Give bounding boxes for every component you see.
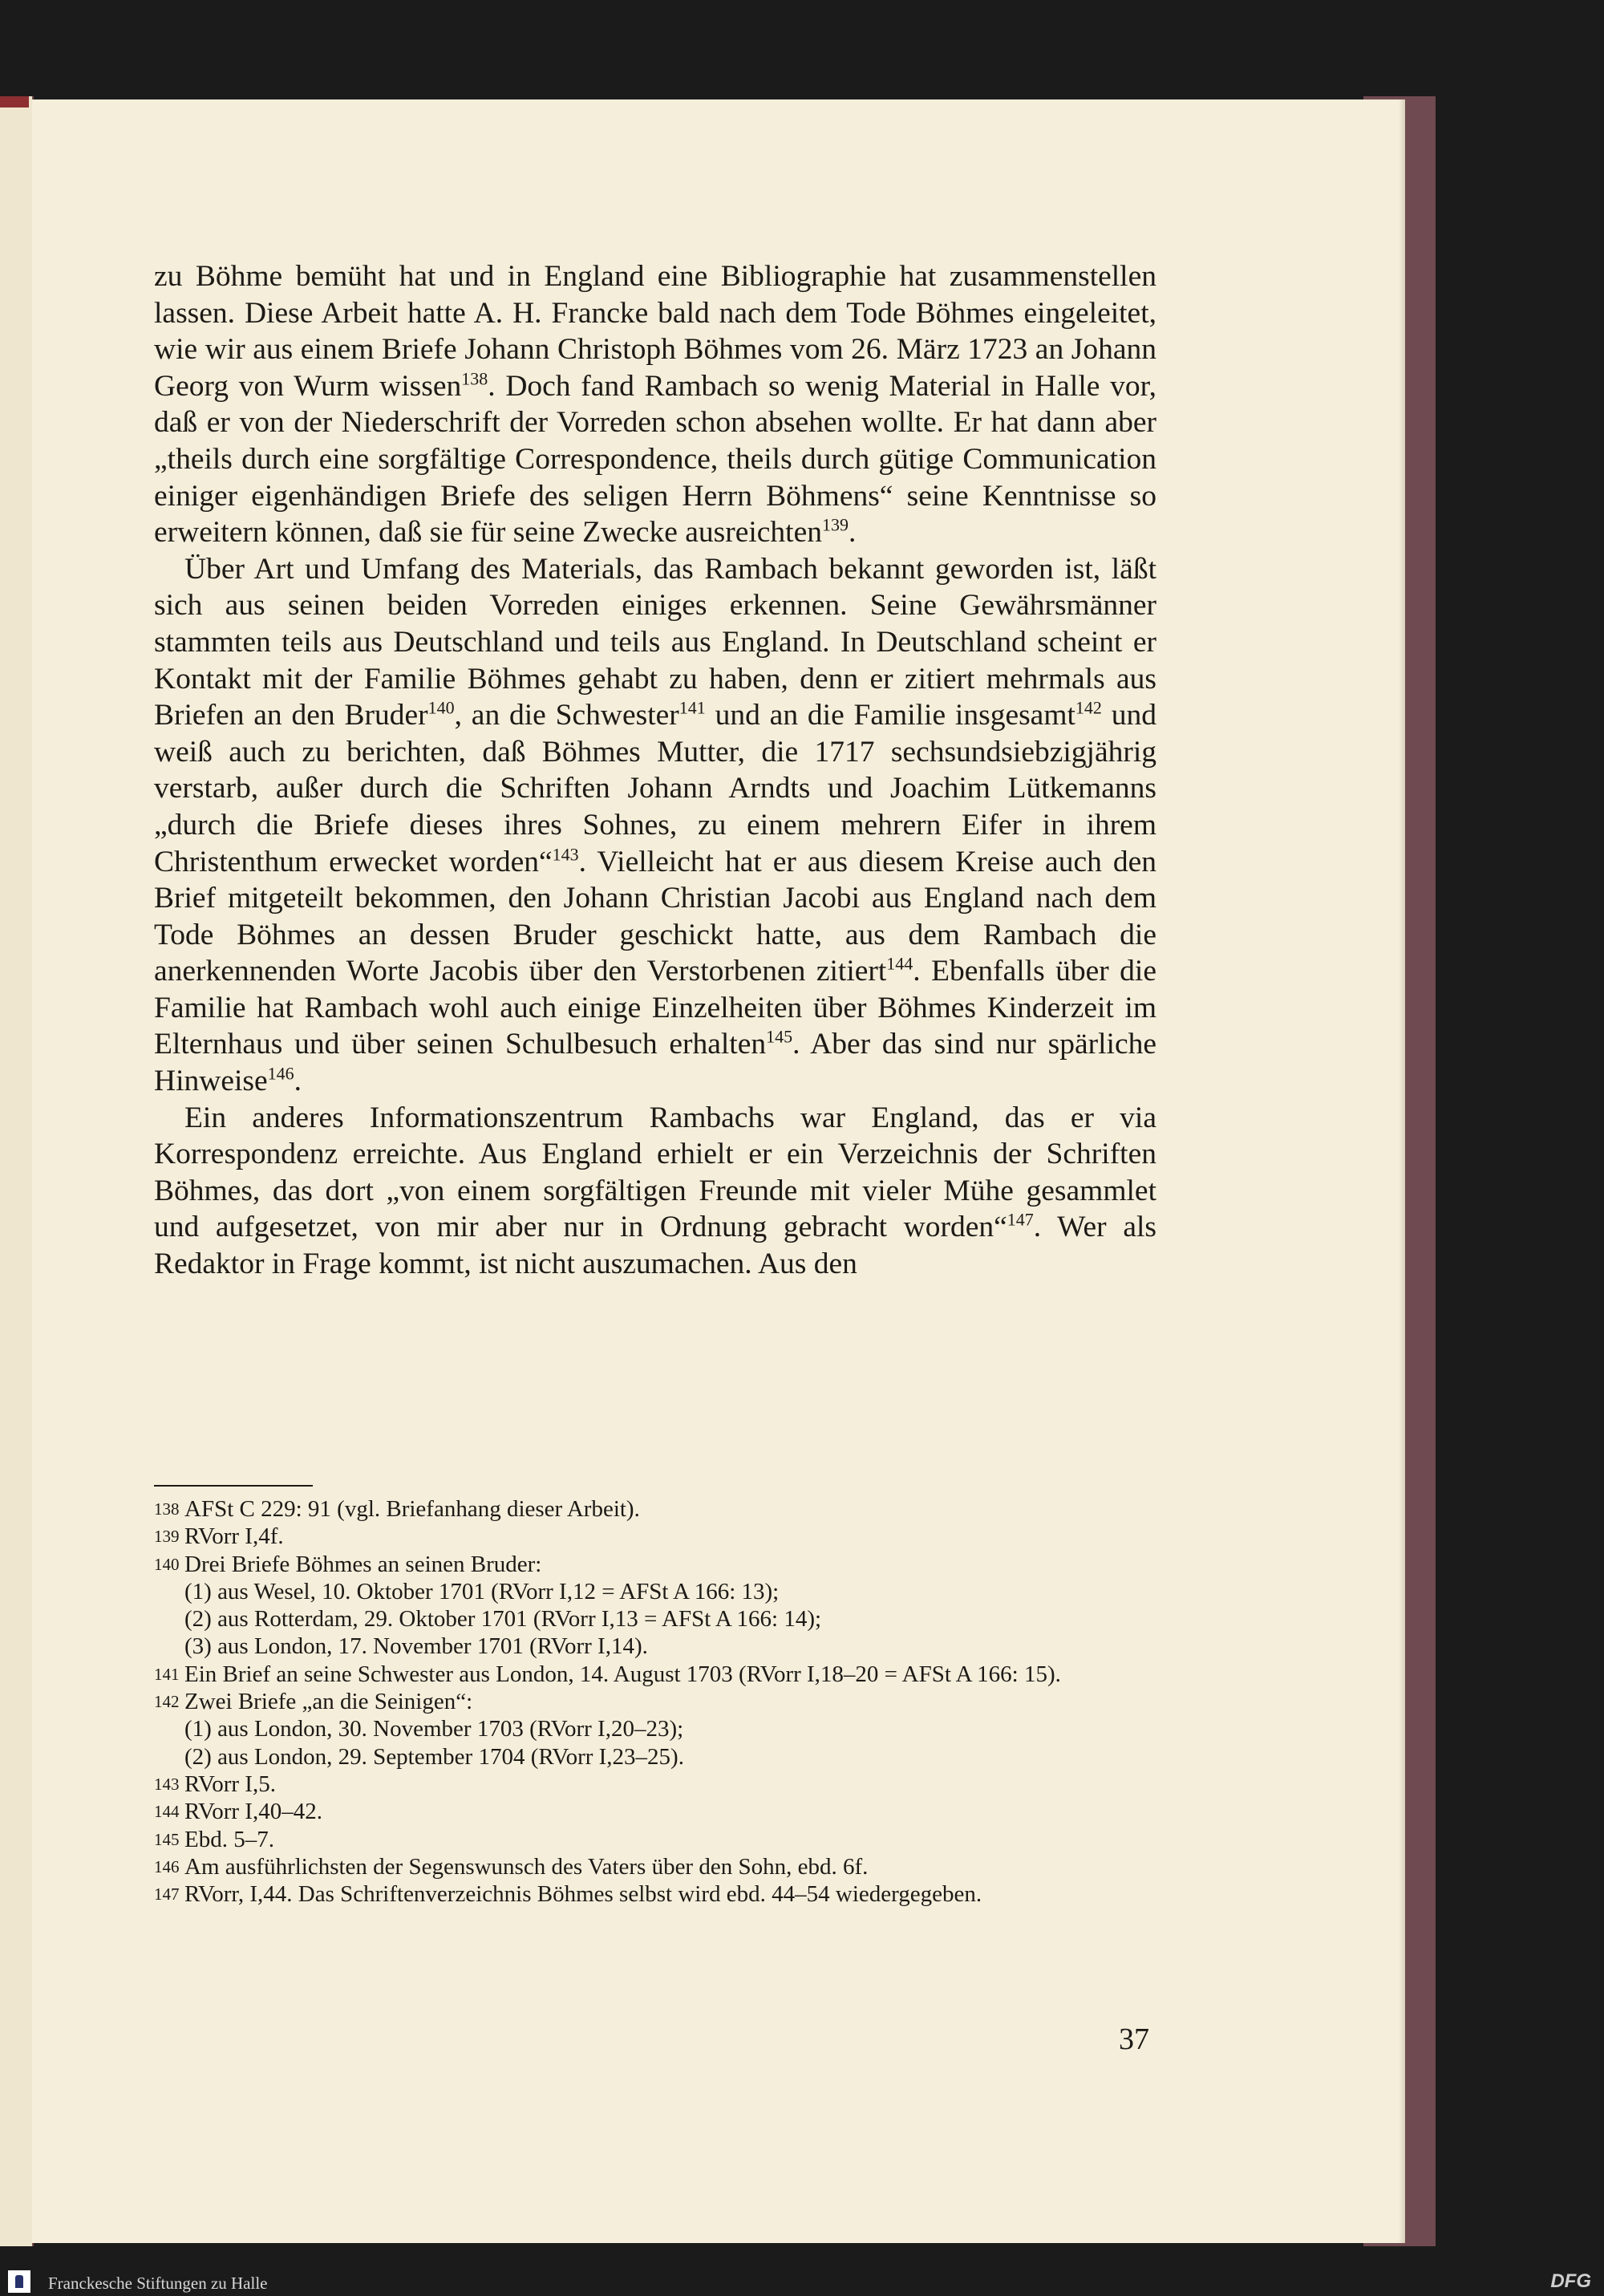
footnote-item <box>154 1495 1160 1523</box>
footnote-item <box>154 1880 1160 1908</box>
text-run: . Aber das sind nur spärliche Hinweise <box>154 1028 1156 1098</box>
text-run: . Wer als Redaktor in Frage kommt, ist nicht auszumachen. Aus den <box>154 1211 1156 1281</box>
footnote-number: 145 <box>154 1829 180 1849</box>
text-run: und weiß auch zu berichten, daß Böhmes Mutter, die 1717 sechsundsiebzigjährig verstarb, außer durch die Schriften Johann Arndts und Joachim Lütkemanns „durch die Briefe dieses ihres Sohnes, zu einem mehrern Eifer in ihrem Christenthum erwecket worden“ <box>154 699 1156 878</box>
footnote-text: (1) aus Wesel, 10. Oktober 1701 (RVorr I,12 = AFSt A 166: 13); <box>184 1578 780 1604</box>
footnote-ref-143[interactable]: 143 <box>552 844 579 864</box>
text-run: Über Art und Umfang des Materials, das Rambach bekannt geworden ist, läßt sich aus seinen beiden Vorreden einiges erkennen. Seine Gewährsmänner stammten teils aus Deutschland und teils aus England. In Deutschland scheint er Kontakt mit der Familie Böhmes gehabt zu haben, denn er zitiert mehrmals aus Briefen an den Bruder <box>154 552 1156 732</box>
footnote-number: 147 <box>154 1884 180 1905</box>
text-run: . <box>294 1065 302 1098</box>
footnote-ref-140[interactable]: 140 <box>427 697 455 718</box>
footnote-item <box>154 1661 1160 1688</box>
footnote-item <box>154 1743 1160 1771</box>
text-run: . <box>848 516 857 550</box>
footnote-text: Ebd. 5–7. <box>184 1826 274 1852</box>
footnote-text: Am ausführlichsten der Segenswunsch des Vaters über den Sohn, ebd. 6f. <box>184 1853 869 1880</box>
footnote-item <box>154 1523 1160 1550</box>
footnote-item <box>154 1605 1160 1633</box>
footnote-number: 141 <box>154 1664 180 1684</box>
footnote-text: Drei Briefe Böhmes an seinen Bruder: <box>184 1551 542 1577</box>
footnote-item <box>154 1578 1160 1605</box>
footnote-text: (3) aus London, 17. November 1701 (RVorr I,14). <box>184 1633 648 1660</box>
footnote-number: 139 <box>154 1527 180 1547</box>
footnote-item <box>154 1798 1160 1825</box>
footnote-text: RVorr I,4f. <box>184 1523 284 1550</box>
text-run: . Vielleicht hat er aus diesem Kreise auch den Brief mitgeteilt bekommen, den Johann Christian Jacobi aus England nach dem Tode Böhmes an dessen Bruder geschickt hatte, aus dem Rambach die anerkennenden Worte Jacobis über den Verstorbenen zitiert <box>154 845 1156 988</box>
footnote-text: RVorr I,5. <box>184 1771 276 1797</box>
text-run: , an die Schwester <box>454 699 679 732</box>
footnote-ref-144[interactable]: 144 <box>886 953 913 974</box>
library-logo-icon <box>8 2270 30 2293</box>
dfg-logo: DFG <box>1550 2270 1591 2292</box>
text-run: . Doch fand Rambach so wenig Material in Halle vor, daß er von der Niederschrift der Vorreden schon absehen wollte. Er hat dann aber „theils durch eine sorgfältige Correspondence, theils durch gütige Communication einiger eigenhändigen Briefe des seligen Herrn Böhmens“ seine Kenntnisse so erweitern können, daß sie für seine Zwecke ausreichten <box>154 369 1156 550</box>
footnote-ref-142[interactable]: 142 <box>1075 697 1102 718</box>
footnote-number: 143 <box>154 1774 180 1794</box>
text-run: Ein anderes Informationszentrum Rambachs war England, das er via Korrespondenz erreichte. Aus England erhielt er ein Verzeichnis der Schriften Böhmes, das dort „von einem sorgfältigen Freunde mit vieler Mühe gesammlet und aufgesetzet, von mir aber nur in Ordnung gebracht worden“ <box>154 1101 1156 1244</box>
paragraph-2 <box>154 551 1156 1100</box>
footnote-ref-141[interactable]: 141 <box>678 697 706 718</box>
footnote-text: (1) aus London, 30. November 1703 (RVorr I,20–23); <box>184 1716 684 1742</box>
footnote-text: Zwei Briefe „an die Seinigen“: <box>184 1689 473 1715</box>
footnote-number: 138 <box>154 1499 180 1519</box>
footnote-item <box>154 1853 1160 1880</box>
footnote-number: 144 <box>154 1802 180 1822</box>
footnote-number: 140 <box>154 1554 180 1574</box>
footnote-item <box>154 1688 1160 1715</box>
footnotes <box>154 1495 1160 1908</box>
footnote-item <box>154 1551 1160 1578</box>
footnote-item <box>154 1633 1160 1660</box>
footnote-number: 146 <box>154 1856 180 1876</box>
previous-page-edge <box>0 96 34 2246</box>
text-run: und an die Familie insgesamt <box>705 699 1075 732</box>
book-page <box>32 99 1405 2243</box>
footnote-text: (2) aus Rotterdam, 29. Oktober 1701 (RVorr I,13 = AFSt A 166: 14); <box>184 1606 822 1633</box>
footnote-item <box>154 1771 1160 1798</box>
footnote-item <box>154 1826 1160 1853</box>
footnote-ref-139[interactable]: 139 <box>821 514 849 535</box>
footnote-text: RVorr, I,44. Das Schriftenverzeichnis Böhmes selbst wird ebd. 44–54 wiedergegeben. <box>184 1881 982 1908</box>
footnote-ref-138[interactable]: 138 <box>461 368 488 389</box>
footnote-ref-147[interactable]: 147 <box>1007 1209 1034 1230</box>
footnote-text: (2) aus London, 29. September 1704 (RVorr I,23–25). <box>184 1743 684 1770</box>
footnote-number: 142 <box>154 1692 180 1712</box>
text-run: . Ebenfalls über die Familie hat Rambach wohl auch einige Einzelheiten über Böhmes Kinderzeit im Elternhaus und über seinen Schulbesuch erhalten <box>154 955 1156 1061</box>
footnote-ref-146[interactable]: 146 <box>267 1063 294 1084</box>
footnote-ref-145[interactable]: 145 <box>766 1026 793 1047</box>
footnote-text: AFSt C 229: 91 (vgl. Briefanhang dieser Arbeit). <box>184 1496 640 1522</box>
main-text <box>154 258 1156 1283</box>
paragraph-1 <box>154 258 1156 551</box>
footnote-divider <box>154 1485 313 1487</box>
page-number: 37 <box>1119 2022 1149 2056</box>
paragraph-3 <box>154 1100 1156 1283</box>
library-name[interactable]: Franckesche Stiftungen zu Halle <box>48 2274 268 2293</box>
footnote-item <box>154 1715 1160 1742</box>
text-run: zu Böhme bemüht hat und in England eine Bibliographie hat zusammenstellen lassen. Diese Arbeit hatte A. H. Francke bald nach dem Tode Böhmes eingeleitet, wie wir aus einem Briefe Johann Christoph Böhmes vom 26. März 1723 an Johann Georg von Wurm wissen <box>154 260 1156 403</box>
footnote-text: Ein Brief an seine Schwester aus London, 14. August 1703 (RVorr I,18–20 = AFSt A 166: 15). <box>184 1661 1061 1687</box>
footnote-text: RVorr I,40–42. <box>184 1799 322 1825</box>
